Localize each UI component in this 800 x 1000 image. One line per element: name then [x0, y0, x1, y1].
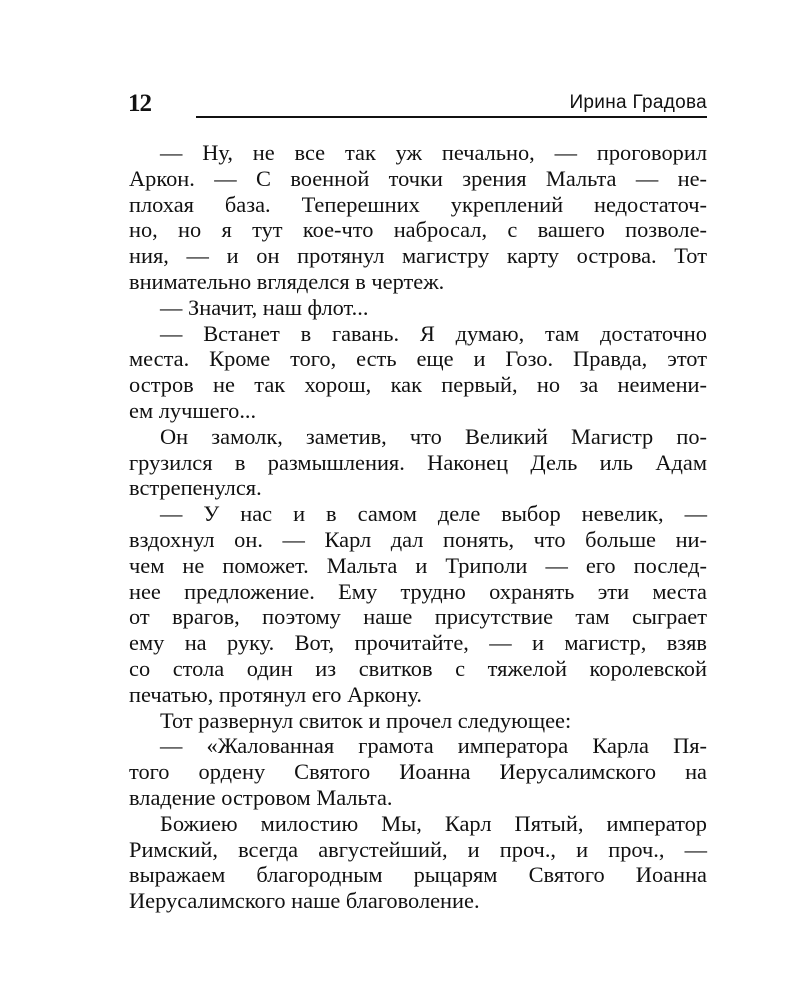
text-line: грузился в размышления. Наконец Дель иль Адам	[129, 449, 707, 475]
text-line: чем не поможет. Мальта и Триполи — его послед-	[129, 552, 707, 578]
text-line: от врагов, поэтому наше присутствие там сыграет	[129, 604, 707, 630]
text-line: владение островом Мальта.	[129, 784, 393, 810]
text-line: Божиею милостию Мы, Карл Пятый, император	[160, 810, 707, 836]
text-line: — «Жалованная грамота императора Карла Пя-	[160, 733, 707, 759]
text-line: того ордену Святого Иоанна Иерусалимского на	[129, 759, 707, 785]
text-line: Он замолк, заметив, что Великий Магистр по-	[160, 423, 707, 449]
text-line: места. Кроме того, есть еще и Гозо. Правда, этот	[129, 346, 707, 372]
paragraph	[129, 321, 707, 424]
text-line: но, но я тут кое-что набросал, с вашего позволе-	[129, 217, 707, 243]
text-line: Тот развернул свиток и прочел следующее:	[160, 707, 572, 733]
paragraph	[129, 501, 707, 707]
text-line: вздохнул он. — Карл дал понять, что больше ни-	[129, 526, 707, 552]
text-line: со стола один из свитков с тяжелой королевской	[129, 655, 707, 681]
text-line: внимательно вгляделся в чертеж.	[129, 268, 445, 294]
text-line: Аркон. — С военной точки зрения Мальта — не-	[129, 165, 707, 191]
paragraph	[129, 811, 707, 914]
paragraph	[129, 733, 707, 810]
text-line: ния, — и он протянул магистру карту острова. Тот	[129, 243, 707, 269]
text-line: Иерусалимского наше благоволение.	[129, 888, 480, 914]
text-line: ему на руку. Вот, прочитайте, — и магистр, взяв	[129, 630, 707, 656]
paragraph	[129, 424, 707, 501]
text-line: нее предложение. Ему трудно охранять эти места	[129, 578, 707, 604]
text-line: встрепенулся.	[129, 475, 262, 501]
text-line: — Значит, наш флот...	[160, 294, 369, 320]
text-line: остров не так хорош, как первый, но за неимени-	[129, 372, 707, 398]
running-head-author: Ирина Градова	[569, 92, 707, 113]
text-line: печатью, протянул его Аркону.	[129, 681, 422, 707]
text-line: — Ну, не все так уж печально, — проговорил	[160, 140, 707, 165]
page-number: 12	[128, 90, 151, 117]
paragraph	[129, 708, 707, 734]
paragraph	[129, 140, 707, 295]
text-line: — У нас и в самом деле выбор невелик, —	[160, 501, 707, 527]
header-rule	[196, 116, 707, 118]
text-line: плохая база. Теперешних укреплений недостаточ-	[129, 191, 707, 217]
text-line: ем лучшего...	[129, 397, 257, 423]
text-line: выражаем благородным рыцарям Святого Иоанна	[129, 862, 707, 888]
text-line: — Встанет в гавань. Я думаю, там достаточно	[160, 320, 707, 346]
paragraph	[129, 295, 707, 321]
body-text	[129, 140, 707, 914]
text-line: Римский, всегда августейший, и проч., и проч., —	[129, 836, 707, 862]
